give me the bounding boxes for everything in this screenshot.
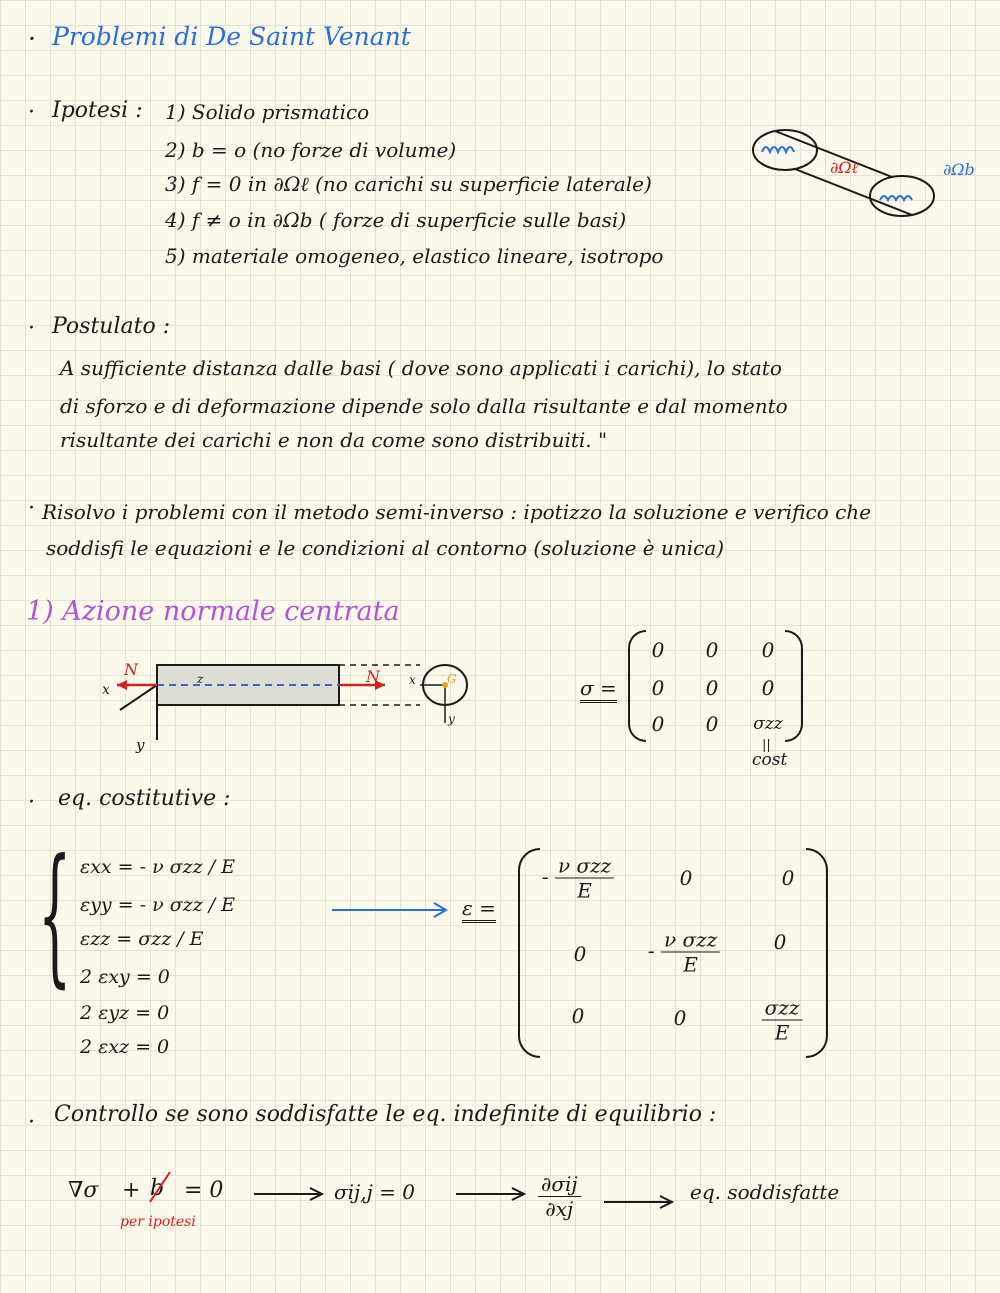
arrow-1	[254, 1186, 324, 1202]
hypothesis-4: 4) f ≠ o in ∂Ωb ( forze di superficie sulle basi)	[165, 208, 627, 232]
constant-note: cost	[752, 750, 788, 770]
stress-cell-31: 0	[651, 712, 665, 736]
section-x-label: x	[409, 673, 416, 687]
derivative-fraction: $\frac{\text{∂σij}}{\partial xj}$	[538, 1172, 581, 1221]
strain-cell-23: 0	[773, 930, 787, 954]
constant-equals-mark: ||	[762, 738, 771, 753]
plus-sign: +	[122, 1178, 141, 1203]
strain-cell-21: 0	[573, 942, 587, 966]
postulate-label: Postulato :	[52, 314, 171, 339]
method-line-1: Risolvo i problemi con il metodo semi-inverso : ipotizzo la soluzione e verifico che	[42, 500, 872, 524]
postulate-line-3: risultante dei carichi e non da come sono distribuiti. "	[60, 428, 608, 452]
eq-exz: 2 εxz = 0	[80, 1036, 170, 1058]
stress-cell-22: 0	[705, 676, 719, 700]
postulate-line-1: A sufficiente distanza dalle basi ( dove sono applicati i carichi), lo stato	[60, 356, 782, 380]
stress-tensor-symbol: σ =	[580, 676, 617, 700]
eq-exx: εxx = - ν σzz / E	[80, 856, 236, 878]
strain-cell-32: 0	[673, 1006, 687, 1030]
arrow-2	[456, 1186, 526, 1202]
eq-eyz: 2 εyz = 0	[80, 1002, 170, 1024]
bullet: ·	[28, 100, 35, 125]
axial-force-label-left: N	[124, 660, 138, 679]
postulate-line-2: di sforzo e di deformazione dipende solo dalla risultante e dal momento	[60, 394, 788, 418]
hypothesis-2: 2) b = o (no forze di volume)	[165, 138, 457, 162]
section-y-label: y	[448, 712, 455, 726]
equals-zero: = 0	[184, 1178, 224, 1203]
body-force-crossed: b	[150, 1176, 164, 1201]
hypothesis-5: 5) materiale omogeneo, elastico lineare, isotropo	[165, 244, 664, 268]
base-boundary-label: ∂Ωb	[943, 160, 975, 179]
stress-cell-11: 0	[651, 638, 665, 662]
lateral-boundary-label: ∂Ωℓ	[830, 158, 859, 177]
bullet: ·	[28, 24, 36, 53]
equilibrium-label: Controllo se sono soddisfatte le eq. indefinite di equilibrio :	[54, 1102, 717, 1127]
section-heading: 1) Azione normale centrata	[26, 596, 400, 627]
eq-eyy: εyy = - ν σzz / E	[80, 894, 236, 916]
z-axis-label: z	[197, 672, 204, 686]
system-brace: {	[38, 828, 72, 1002]
eq-exy: 2 εxy = 0	[80, 966, 170, 988]
stress-cell-12: 0	[705, 638, 719, 662]
bullet: ·	[28, 316, 35, 341]
axial-force-label-right: N	[366, 667, 380, 686]
strain-cell-13: 0	[781, 866, 795, 890]
x-axis-label: x	[102, 682, 110, 698]
stress-cell-23: 0	[761, 676, 775, 700]
hypothesis-3: 3) f = 0 in ∂Ωℓ (no carichi su superficie laterale)	[165, 172, 652, 196]
bullet: ·	[28, 790, 35, 815]
y-axis-label: y	[136, 736, 145, 754]
equilibrium-result: eq. soddisfatte	[690, 1180, 840, 1204]
beam-diagram	[95, 655, 485, 765]
method-line-2: soddisfi le equazioni e le condizioni al contorno (soluzione è unica)	[46, 536, 725, 560]
hypothesis-1: 1) Solido prismatico	[165, 100, 370, 124]
bullet: ·	[28, 1110, 35, 1135]
bullet: ·	[28, 496, 35, 521]
centroid-label: G	[447, 672, 457, 686]
stress-cell-32: 0	[705, 712, 719, 736]
strain-cell-11: - $\frac{\text{ν σzz}}{E}$	[542, 854, 614, 903]
index-form-equation: σij,j = 0	[334, 1180, 416, 1204]
strain-cell-12: 0	[679, 866, 693, 890]
strain-cell-31: 0	[571, 1004, 585, 1028]
page-title: Problemi di De Saint Venant	[52, 22, 411, 51]
by-hypothesis-note: per ipotesi	[120, 1214, 196, 1230]
arrow-3	[604, 1194, 674, 1210]
divergence-term: ∇σ	[68, 1178, 99, 1203]
strain-tensor-symbol: ε =	[462, 896, 496, 920]
constitutive-label: eq. costitutive :	[58, 786, 231, 811]
stress-cell-33: σzz	[753, 714, 783, 734]
eq-ezz: εzz = σzz / E	[80, 928, 204, 950]
strain-matrix	[518, 848, 828, 1058]
stress-cell-13: 0	[761, 638, 775, 662]
stress-cell-21: 0	[651, 676, 665, 700]
implies-arrow	[332, 900, 452, 920]
strain-cell-33: $\frac{\text{σzz}}{E}$	[762, 996, 803, 1045]
stress-matrix	[628, 630, 803, 742]
hypotheses-label: Ipotesi :	[52, 98, 143, 123]
strain-cell-22: - $\frac{\text{ν σzz}}{E}$	[648, 928, 720, 977]
